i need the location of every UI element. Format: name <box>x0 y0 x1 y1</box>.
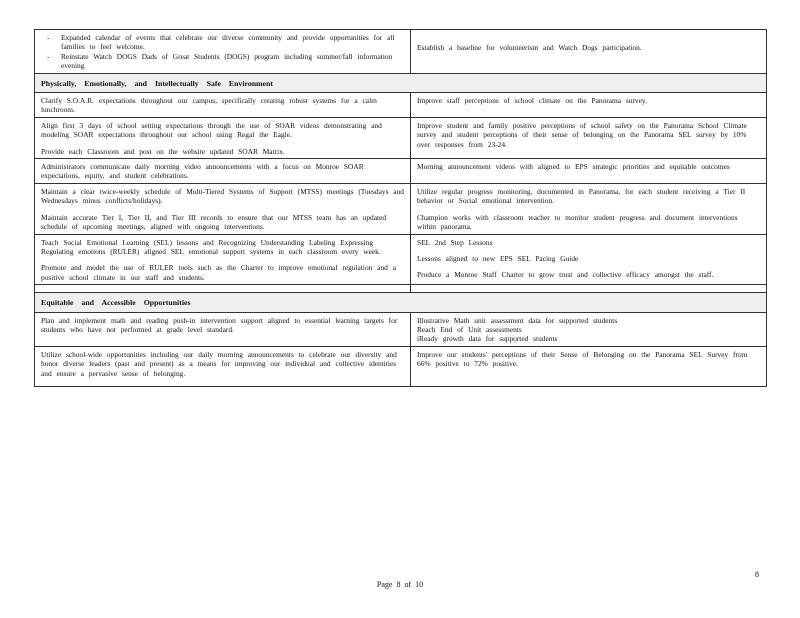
table-row <box>35 183 767 234</box>
cell-text: Administrators communicate daily morning video announcements with a focus on Monroe SOAR expectations, equity, and student celebrations. <box>41 162 364 181</box>
right-cell <box>411 117 767 158</box>
table-row <box>35 234 767 285</box>
cell-text: Illustrative Math unit assessment data for supported students <box>417 315 618 325</box>
page-number: 8 <box>755 570 759 579</box>
cell-text: Provide each Classroom and post on the website updated SOAR Matrix. <box>41 146 285 156</box>
cell-text: Reach End of Unit assessments <box>417 324 522 334</box>
right-cell <box>411 183 767 234</box>
table-row <box>35 312 767 346</box>
left-cell <box>35 183 411 234</box>
spacer-cell <box>35 285 411 293</box>
page-footer: Page 8 of 10 <box>376 580 424 589</box>
cell-text: Produce a Monroe Staff Charter to grow trust and collective efficacy amongst the staff. <box>417 270 714 280</box>
cell-text: Align first 3 days of school setting expectations through the use of SOAR videos demonstrating and modeling SOAR expectations throughout our school using Regal the Eagle. <box>41 120 382 140</box>
right-cell <box>411 346 767 386</box>
section-heading: Equitable and Accessible Opportunities <box>35 293 767 312</box>
left-cell <box>35 117 411 158</box>
cell-text: SEL 2nd Step Lessons <box>417 237 493 247</box>
section-heading-row <box>35 73 767 92</box>
cell-text: Maintain accurate Tier I, Tier II, and Tier III records to ensure that our MTSS team has an updated schedule of upcoming meetings, aligned with ongoing interventions. <box>41 212 387 232</box>
right-cell <box>411 159 767 184</box>
right-cell <box>411 93 767 118</box>
cell-text: Plan and implement math and reading push-in intervention support aligned to essential learning targets for students who have not performed at grade level standard. <box>41 315 398 334</box>
left-cell <box>35 234 411 285</box>
left-cell <box>35 93 411 118</box>
spacer-cell <box>411 285 767 293</box>
table-row <box>35 93 767 118</box>
cell-text: Promote and model the use of RULER tools such as the Charter to improve emotional regulation and a positive school climate in our staff and students. <box>41 263 396 282</box>
left-cell <box>35 159 411 184</box>
cell-text: Utilize regular progress monitoring, documented in Panorama, for each student receiving a Tier II behavior or Social emotional intervention. <box>417 186 746 206</box>
cell-text: Utilize school-wide opportunities including our daily morning announcements to celebrate our diversity and honor diverse leaders (past and present) as a means for improving our individual and collective identities and ensure a pervasive sense of belonging. <box>41 349 397 378</box>
cell-text: iReady growth data for supported students <box>417 334 558 344</box>
right-cell <box>411 234 767 285</box>
left-cell <box>35 312 411 346</box>
cell-text: Establish a baseline for volunteerism and Watch Dogs participation. <box>417 43 642 52</box>
plan-table <box>34 29 767 387</box>
left-cell <box>35 346 411 386</box>
table-row <box>35 346 767 386</box>
spacer-row <box>35 285 767 293</box>
section-heading-row <box>35 293 767 312</box>
table-row <box>35 159 767 184</box>
cell-text: Teach Social Emotional Learning (SEL) lessons and Recognizing Understanding Labeling Expressing Regulating emotions (RULER) aligned SEL emotional support systems in each classroom every week. <box>41 237 381 256</box>
cell-text: Maintain a clear twice-weekly schedule of Multi-Tiered Systems of Support (MTSS) meetings (Tuesdays and Wednesdays minus conflicts/holidays). <box>41 186 404 206</box>
page-body <box>34 29 764 387</box>
cell-text: Morning announcement videos with aligned to EPS strategic priorities and equitable outcomes <box>417 162 730 172</box>
section-heading: Physically, Emotionally, and Intellectually Safe Environment <box>35 73 767 92</box>
cell-text: Improve staff perceptions of school climate on the Panorama survey. <box>417 96 647 106</box>
cell-text: Improve student and family positive perceptions of school safety on the Panorama School Climate survey and student perceptions of their sense of belonging on the Panorama SEL survey by 10% over responses from 23-24. <box>417 120 747 149</box>
right-cell <box>411 312 767 346</box>
top-row-left-cell <box>35 30 411 74</box>
cell-text: Improve our students' perceptions of their Sense of Belonging on the Panorama SEL Survey from 66% positive to 72% positive. <box>417 349 748 369</box>
table-row <box>35 30 767 74</box>
list-item: - Reinstate Watch DOGS Dads of Great Students (DOGS) program including summer/fall information evening <box>61 52 405 71</box>
cell-text: Clarify S.O.A.R. expectations throughout our campus, specifically creating robust systems for a calm lunchroom. <box>41 96 377 115</box>
cell-text: Champion works with classroom teacher to monitor student progress and document interventions within panorama. <box>417 212 738 232</box>
table-row <box>35 117 767 158</box>
list-item: - Expanded calendar of events that celebrate our diverse community and provide opportunities for all families to feel welcome. <box>61 33 405 52</box>
cell-text: Lessons aligned to new EPS SEL Pacing Guide <box>417 253 579 263</box>
top-row-right-cell <box>411 30 767 74</box>
bullet-list <box>41 33 405 71</box>
